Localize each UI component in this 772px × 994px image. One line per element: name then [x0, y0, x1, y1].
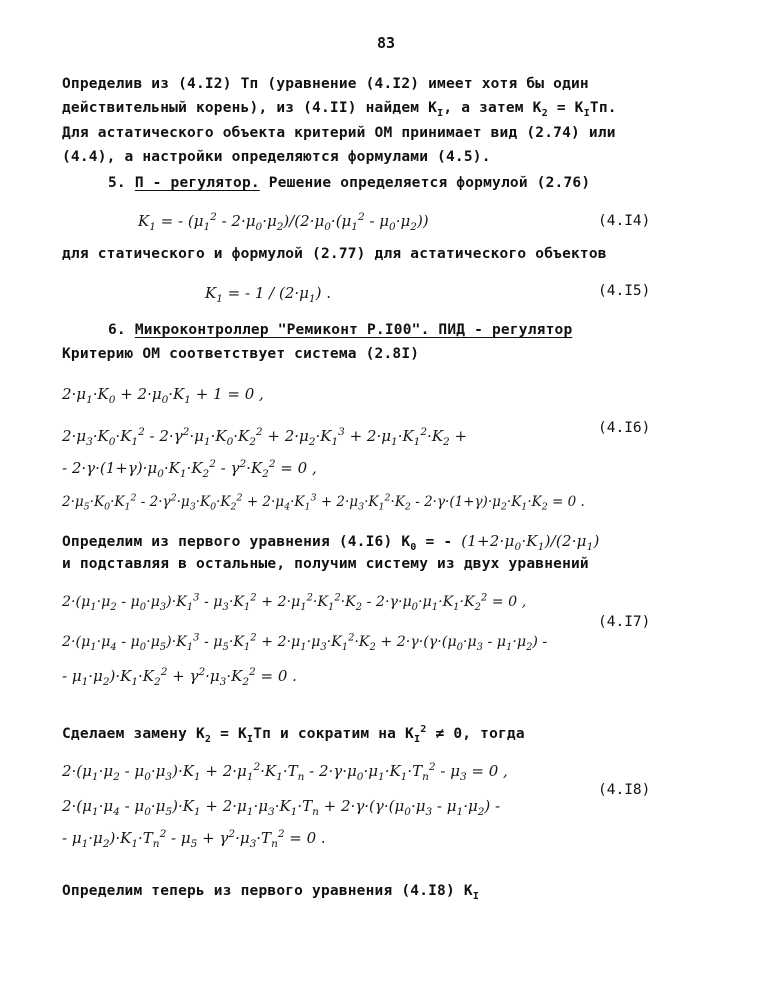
- equation-4-16-line-2: $2\cdot\mu_3\cdot K_0\cdot K_1^2 - 2\cdot\gamma^2\cdot\mu_1\cdot K_0\cdot K_2^2 + 2\cdot\mu_2\cdot K_1^3 + 2\cdot\mu_1\cdot K_1^2\cdot K_2$ +: [62, 426, 468, 448]
- paragraph-static: для статического и формулой (2.77) для астатического объектов: [62, 246, 607, 262]
- section-5-title: П - регулятор.: [134, 175, 260, 191]
- equation-number-4-15: (4.I5): [598, 283, 651, 299]
- paragraph-line-3: Для астатического объекта критерий ОМ принимает вид (2.74) или: [62, 125, 616, 141]
- paragraph-last: Определим теперь из первого уравнения (4.I8) $К_I$: [62, 883, 480, 902]
- first-equation-text: Определим из первого уравнения (4.I6) $К_0$ = -: [62, 534, 462, 553]
- section-6-title: Микроконтроллер "Ремиконт Р.I00". ПИД - регулятор: [134, 322, 573, 338]
- equation-4-18-line-1: $2\cdot(\mu_1\cdot\mu_2 - \mu_0\cdot\mu_3)\cdot K_1 + 2\cdot\mu_1^2\cdot K_1\cdot T_n - 2\cdot\gamma\cdot\mu_0\cdot\mu_1\cdot K_1\cdot T_n^2 - \mu_3 = 0$ ,: [62, 761, 508, 783]
- equation-4-17-line-1: $2\cdot(\mu_1\cdot\mu_2 - \mu_0\cdot\mu_3)\cdot K_1^3 - \mu_3\cdot K_1^2 + 2\cdot\mu_1^2\cdot K_1^2\cdot K_2 - 2\cdot\gamma\cdot\mu_0\cdot\mu_1\cdot K_1\cdot K_2^2 = 0$ ,: [62, 592, 527, 613]
- section-5-heading: [108, 175, 590, 191]
- paragraph-line-2: действительный корень), из (4.II) найдем $К_I$, а затем $К_2 = К_IТп$.: [62, 100, 617, 119]
- equation-number-4-18: (4.I8): [598, 782, 651, 798]
- equation-4-16-line-3: - $2\cdot\gamma\cdot(1+\gamma)\cdot\mu_0\cdot K_1\cdot K_2^2 - \gamma^2\cdot K_2^2 = 0$ ,: [62, 458, 317, 480]
- section-6-number: 6.: [108, 322, 126, 338]
- equation-number-4-17: (4.I7): [598, 614, 651, 630]
- equation-4-17-line-3: - $\mu_1\cdot\mu_2)\cdot K_1\cdot K_2^2 + \gamma^2\cdot\mu_3\cdot K_2^2 = 0$ .: [62, 666, 297, 688]
- equation-number-4-14: (4.I4): [598, 213, 651, 229]
- equation-4-17-line-2: $2\cdot(\mu_1\cdot\mu_4 - \mu_0\cdot\mu_5)\cdot K_1^3 - \mu_5\cdot K_1^2 + 2\cdot\mu_1\cdot\mu_3\cdot K_1^2\cdot K_2 + 2\cdot\gamma\cdot(\gamma\cdot(\mu_0\cdot\mu_3 - \mu_1\cdot\mu_2)$ -: [62, 632, 548, 653]
- paragraph-replace: Сделаем замену $К_2 = К_IТп$ и сократим на $К_I^2 \ne 0$, тогда: [62, 724, 525, 745]
- section-5-number: 5.: [108, 175, 126, 191]
- paragraph-substitute: и подставляя в остальные, получим систему из двух уравнений: [62, 556, 589, 572]
- section-5-text: Решение определяется формулой (2.76): [268, 175, 591, 191]
- paragraph-first-equation: [62, 532, 600, 553]
- equation-4-18-line-3: - $\mu_1\cdot\mu_2)\cdot K_1\cdot T_n^2 - \mu_5 + \gamma^2\cdot\mu_3\cdot T_n^2 = 0$ .: [62, 828, 326, 850]
- paragraph-criterion: Критерию ОМ соответствует система (2.8I): [62, 346, 420, 362]
- equation-4-16-line-4: $2\cdot\mu_5\cdot K_0\cdot K_1^2 - 2\cdot\gamma^2\cdot\mu_3\cdot K_0\cdot K_2^2 + 2\cdot\mu_4\cdot K_1^3 + 2\cdot\mu_3\cdot K_1^2\cdot K_2 - 2\cdot\gamma\cdot(1+\gamma)\cdot\mu_2\cdot K_1\cdot K_2 = 0$ .: [62, 492, 585, 513]
- paragraph-line-1: Определив из (4.I2) Тп (уравнение (4.I2) имеет хотя бы один: [62, 76, 589, 92]
- page-number: 83: [376, 34, 396, 52]
- equation-number-4-16: (4.I6): [598, 420, 651, 436]
- paragraph-line-4: (4.4), а настройки определяются формулами (4.5).: [62, 149, 491, 165]
- first-equation-formula: $(1+2\cdot\mu_0\cdot K_1)/(2\cdot\mu_1)$: [461, 532, 600, 553]
- equation-4-15: $K_1$ = - $1 / (2\cdot\mu_1)$ .: [205, 284, 331, 305]
- equation-4-16-line-1: $2\cdot\mu_1\cdot K_0 + 2\cdot\mu_0\cdot K_1 + 1 = 0$ ,: [62, 385, 264, 406]
- section-6-heading: [108, 322, 572, 338]
- equation-4-18-line-2: $2\cdot(\mu_1\cdot\mu_4 - \mu_0\cdot\mu_5)\cdot K_1 + 2\cdot\mu_1\cdot\mu_3\cdot K_1\cdot T_n + 2\cdot\gamma\cdot(\gamma\cdot(\mu_0\cdot\mu_3 - \mu_1\cdot\mu_2)$ -: [62, 797, 501, 818]
- equation-4-14: $K_1$ = - $(\mu_1^2 - 2\cdot\mu_0\cdot\mu_2)/(2\cdot\mu_0\cdot(\mu_1^2 - \mu_0\cdot\mu_2))$: [138, 211, 429, 233]
